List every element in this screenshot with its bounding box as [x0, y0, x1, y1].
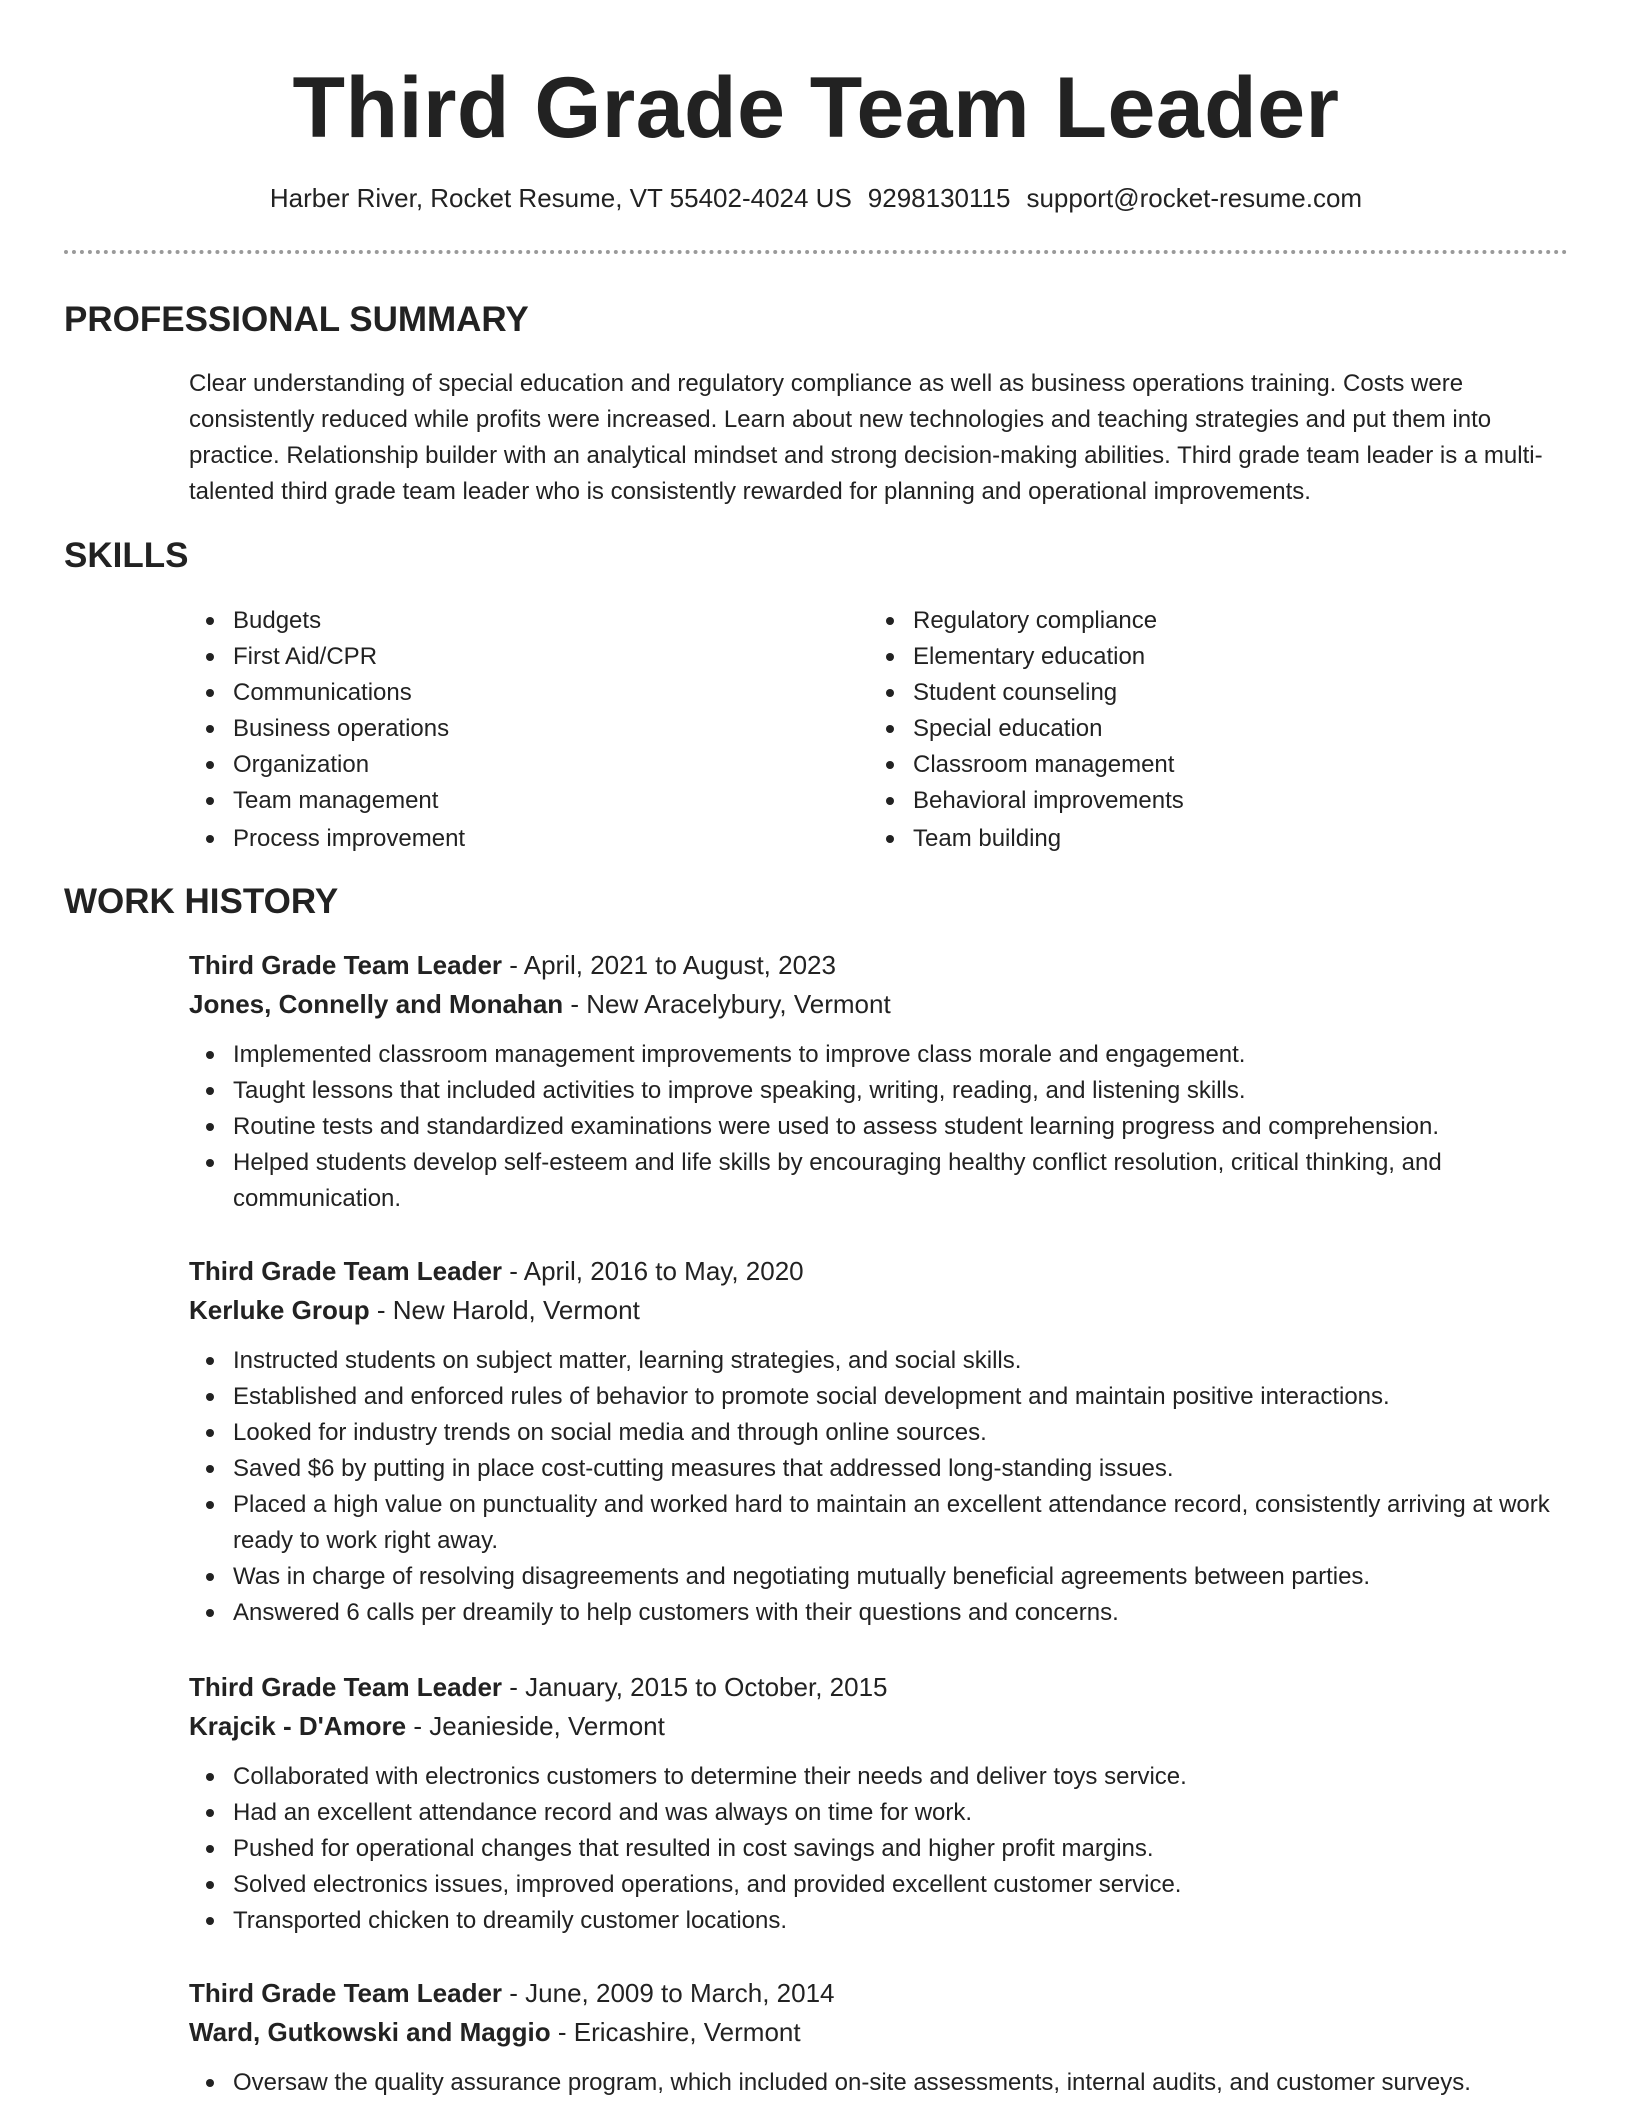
job-bullets: [189, 1759, 1569, 1939]
skill-item: Communications: [189, 675, 869, 711]
job-company-line: [189, 1291, 1569, 1330]
skill-item: Special education: [869, 711, 1549, 747]
job-bullets: [189, 2065, 1569, 2101]
skill-item: Organization: [189, 747, 869, 783]
section-title-work-history: WORK HISTORY: [64, 882, 339, 921]
skill-item: Student counseling: [869, 675, 1549, 711]
job-bullet: Taught lessons that included activities to improve speaking, writing, reading, and listening skills.: [189, 1073, 1569, 1109]
skill-item: Regulatory compliance: [869, 603, 1549, 639]
job-company-line: [189, 985, 1569, 1024]
job-bullet: Had an excellent attendance record and was always on time for work.: [189, 1795, 1569, 1831]
skill-item: Business operations: [189, 711, 869, 747]
job-entry: [189, 1668, 1569, 1939]
job-title-line: [189, 1668, 1569, 1707]
job-dates: - April, 2016 to May, 2020: [502, 1256, 804, 1286]
contact-address: Harber River, Rocket Resume, VT 55402-4024 US: [269, 183, 852, 213]
job-role: Third Grade Team Leader: [189, 1256, 503, 1286]
job-title-line: [189, 946, 1569, 985]
job-title-line: [189, 1252, 1569, 1291]
job-bullet: Established and enforced rules of behavior to promote social development and maintain positive interactions.: [189, 1379, 1569, 1415]
job-location: - Jeanieside, Vermont: [406, 1711, 665, 1741]
job-company-line: [189, 2013, 1569, 2052]
job-bullet: Implemented classroom management improvements to improve class morale and engagement.: [189, 1037, 1569, 1073]
job-bullet: Pushed for operational changes that resulted in cost savings and higher profit margins.: [189, 1831, 1569, 1867]
job-entry: [189, 946, 1569, 1217]
section-title-skills: SKILLS: [64, 536, 189, 575]
skills-column-left: [189, 603, 869, 857]
job-bullet: Answered 6 calls per dreamily to help customers with their questions and concerns.: [189, 1595, 1569, 1631]
job-company: Krajcik - D'Amore: [189, 1711, 407, 1741]
skill-item: Team management: [189, 783, 869, 819]
skill-item: Behavioral improvements: [869, 783, 1549, 819]
contact-line: [0, 180, 1632, 216]
section-title-summary: PROFESSIONAL SUMMARY: [64, 300, 529, 339]
job-bullet: Saved $6 by putting in place cost-cutting measures that addressed long-standing issues.: [189, 1451, 1569, 1487]
job-bullet: Routine tests and standardized examinations were used to assess student learning progress and comprehension.: [189, 1109, 1569, 1145]
job-bullets: [189, 1343, 1569, 1631]
summary-text: Clear understanding of special education and regulatory compliance as well as business operations training. Costs were consistently reduced while profits were increased. Learn about new technologies and teaching strategies and put them into practice. Relationship builder with an analytical mindset and strong decision-making abilities. Third grade team leader is a multi-talented third grade team leader who is consistently rewarded for planning and operational improvements.: [189, 370, 1543, 505]
job-role: Third Grade Team Leader: [189, 1978, 503, 2008]
job-bullet: Collaborated with electronics customers to determine their needs and deliver toys service.: [189, 1759, 1569, 1795]
job-bullet: Instructed students on subject matter, learning strategies, and social skills.: [189, 1343, 1569, 1379]
job-company: Jones, Connelly and Monahan: [189, 989, 564, 1019]
contact-email: support@rocket-resume.com: [1026, 183, 1363, 213]
job-dates: - June, 2009 to March, 2014: [502, 1978, 835, 2008]
job-bullet: Solved electronics issues, improved operations, and provided excellent customer service.: [189, 1867, 1569, 1903]
resume-name-heading: Third Grade Team Leader: [292, 60, 1340, 156]
skill-item: Classroom management: [869, 747, 1549, 783]
skills-column-right: [869, 603, 1549, 857]
job-title-line: [189, 1974, 1569, 2013]
job-location: - New Aracelybury, Vermont: [563, 989, 891, 1019]
job-entry: [189, 1252, 1569, 1631]
job-dates: - January, 2015 to October, 2015: [502, 1672, 888, 1702]
job-bullet: Transported chicken to dreamily customer locations.: [189, 1903, 1569, 1939]
skill-item: Elementary education: [869, 639, 1549, 675]
job-company-line: [189, 1707, 1569, 1746]
job-bullet: Looked for industry trends on social media and through online sources.: [189, 1415, 1569, 1451]
skill-item: Budgets: [189, 603, 869, 639]
job-bullet: Was in charge of resolving disagreements and negotiating mutually beneficial agreements between parties.: [189, 1559, 1569, 1595]
job-bullet: Oversaw the quality assurance program, which included on-site assessments, internal audits, and customer surveys.: [189, 2065, 1569, 2101]
job-bullet: Helped students develop self-esteem and life skills by encouraging healthy conflict resolution, critical thinking, and communication.: [189, 1145, 1569, 1217]
skill-item: Process improvement: [189, 821, 869, 857]
job-bullets: [189, 1037, 1569, 1217]
skills-list: [189, 603, 1569, 857]
job-role: Third Grade Team Leader: [189, 950, 503, 980]
job-location: - New Harold, Vermont: [369, 1295, 640, 1325]
job-company: Ward, Gutkowski and Maggio: [189, 2017, 551, 2047]
skill-item: Team building: [869, 821, 1549, 857]
job-dates: - April, 2021 to August, 2023: [502, 950, 836, 980]
job-role: Third Grade Team Leader: [189, 1672, 503, 1702]
job-company: Kerluke Group: [189, 1295, 370, 1325]
job-entry: [189, 1974, 1569, 2101]
skill-item: First Aid/CPR: [189, 639, 869, 675]
header-divider: [64, 250, 1568, 254]
contact-phone: 9298130115: [867, 183, 1011, 213]
job-bullet: Placed a high value on punctuality and worked hard to maintain an excellent attendance record, consistently arriving at work ready to work right away.: [189, 1487, 1569, 1559]
job-location: - Ericashire, Vermont: [550, 2017, 801, 2047]
